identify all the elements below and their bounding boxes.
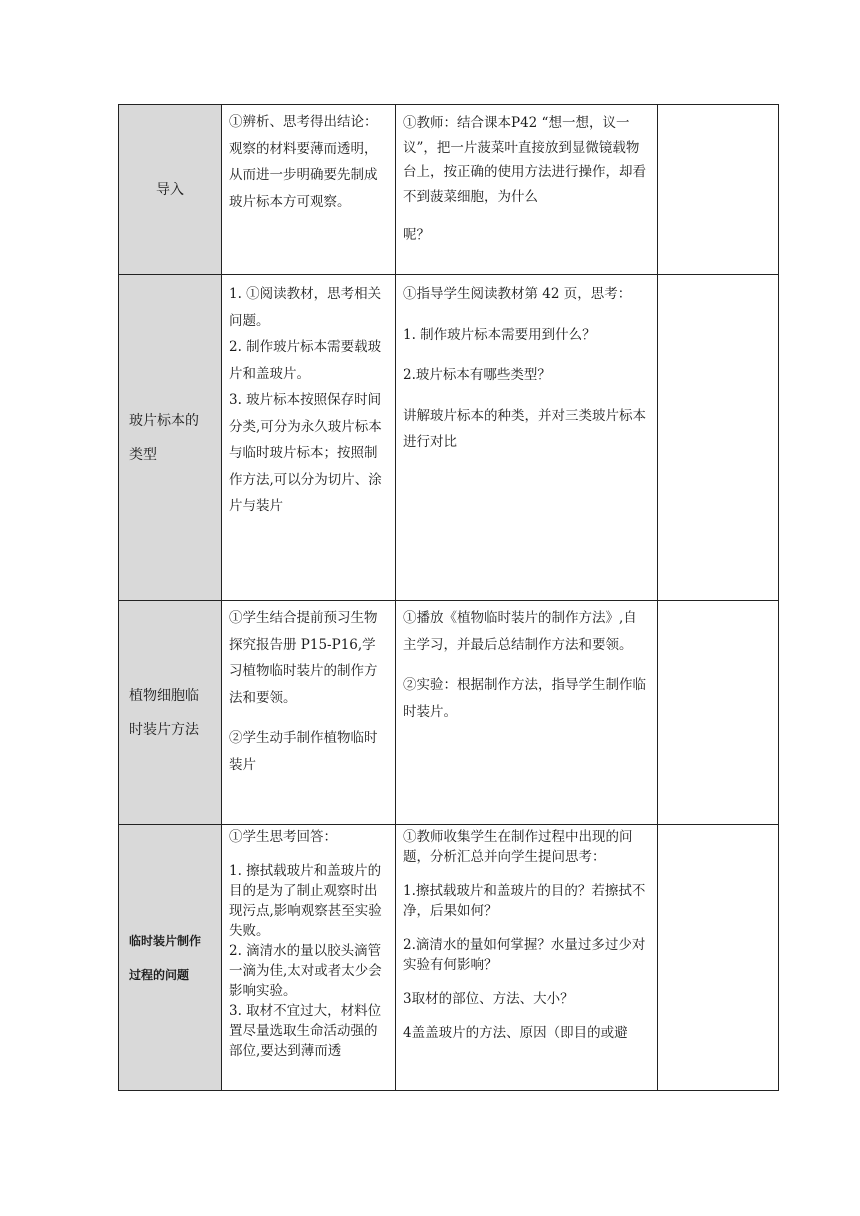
stage-label: 导入 bbox=[156, 181, 184, 198]
student-activity-cell bbox=[222, 105, 396, 275]
teacher-text: 讲解玻片标本的种类，并对三类玻片标本进行对比 bbox=[403, 407, 646, 450]
notes-cell bbox=[658, 825, 779, 1091]
teacher-text: ①播放《植物临时装片的制作方法》,自主学习，并最后总结制作方法和要领。 bbox=[403, 610, 637, 653]
teacher-text: 3取材的部位、方法、大小？ bbox=[403, 991, 574, 1007]
student-text: 2. 制作玻片标本需要载玻片和盖玻片。 bbox=[229, 339, 382, 382]
teacher-activity-cell bbox=[396, 825, 658, 1091]
student-text: 3. 玻片标本按照保存时间分类,可分为永久玻片标本与临时玻片标本；按照制作方法,可以分为切片、涂片与装片 bbox=[229, 392, 382, 514]
teacher-text: ①教师收集学生在制作过程中出现的问题，分析汇总并向学生提问思考： bbox=[403, 829, 633, 865]
table-row bbox=[119, 601, 779, 825]
stage-cell bbox=[119, 601, 222, 825]
student-text: ①辨析、思考得出结论：观察的材料要薄而透明，从而进一步明确要先制成玻片标本方可观察。 bbox=[229, 114, 378, 210]
table-row bbox=[119, 105, 779, 275]
student-text: ①学生结合提前预习生物探究报告册 P15-P16,学习植物临时装片的制作方法和要领。 bbox=[229, 610, 378, 706]
lesson-plan-table bbox=[118, 104, 779, 1091]
table-row bbox=[119, 275, 779, 601]
notes-cell bbox=[658, 105, 779, 275]
student-text: ②学生动手制作植物临时装片 bbox=[229, 730, 378, 773]
teacher-text: 1. 制作玻片标本需要用到什么？ bbox=[403, 326, 596, 343]
teacher-text: 呢？ bbox=[403, 227, 430, 243]
teacher-text: 2.滴清水的量如何掌握？水量过多过少对实验有何影响？ bbox=[403, 937, 646, 973]
student-text: 3. 取材不宜过大，材料位置尽量选取生命活动强的部位,要达到薄而透 bbox=[229, 1003, 382, 1059]
teacher-text: ①指导学生阅读教材第 42 页，思考： bbox=[403, 286, 632, 302]
stage-label: 植物细胞临时装片方法 bbox=[129, 687, 199, 738]
teacher-text: ②实验：根据制作方法，指导学生制作临时装片。 bbox=[403, 677, 646, 720]
table-row bbox=[119, 825, 779, 1091]
teacher-text: 1.擦拭载玻片和盖玻片的目的？若擦拭不净，后果如何？ bbox=[403, 883, 646, 919]
teacher-text: 2.玻片标本有哪些类型？ bbox=[403, 367, 551, 383]
student-text: 2. 滴清水的量以胶头滴管一滴为佳,太对或者太少会影响实验。 bbox=[229, 943, 382, 999]
notes-cell bbox=[658, 601, 779, 825]
teacher-activity-cell bbox=[396, 275, 658, 601]
teacher-activity-cell bbox=[396, 601, 658, 825]
stage-label: 玻片标本的类型 bbox=[129, 412, 199, 463]
teacher-activity-cell bbox=[396, 105, 658, 275]
stage-label: 临时装片制作过程的问题 bbox=[129, 933, 202, 982]
stage-cell bbox=[119, 105, 222, 275]
teacher-text: 4盖盖玻片的方法、原因（即目的或避 bbox=[403, 1025, 628, 1041]
student-text: 1. ①阅读教材，思考相关问题。 bbox=[229, 286, 382, 329]
stage-cell bbox=[119, 825, 222, 1091]
student-text: ①学生思考回答： bbox=[229, 829, 337, 845]
student-text: 1. 擦拭载玻片和盖玻片的目的是为了制止观察时出现污点,影响观察甚至实验失败。 bbox=[229, 863, 382, 939]
teacher-text: ①教师：结合课本P42 “想一想，议一议”，把一片菠菜叶直接放到显微镜载物台上，按正确的使用方法进行操作，却看不到菠菜细胞，为什么 bbox=[403, 115, 646, 205]
notes-cell bbox=[658, 275, 779, 601]
student-activity-cell bbox=[222, 825, 396, 1091]
stage-cell bbox=[119, 275, 222, 601]
student-activity-cell bbox=[222, 275, 396, 601]
student-activity-cell bbox=[222, 601, 396, 825]
